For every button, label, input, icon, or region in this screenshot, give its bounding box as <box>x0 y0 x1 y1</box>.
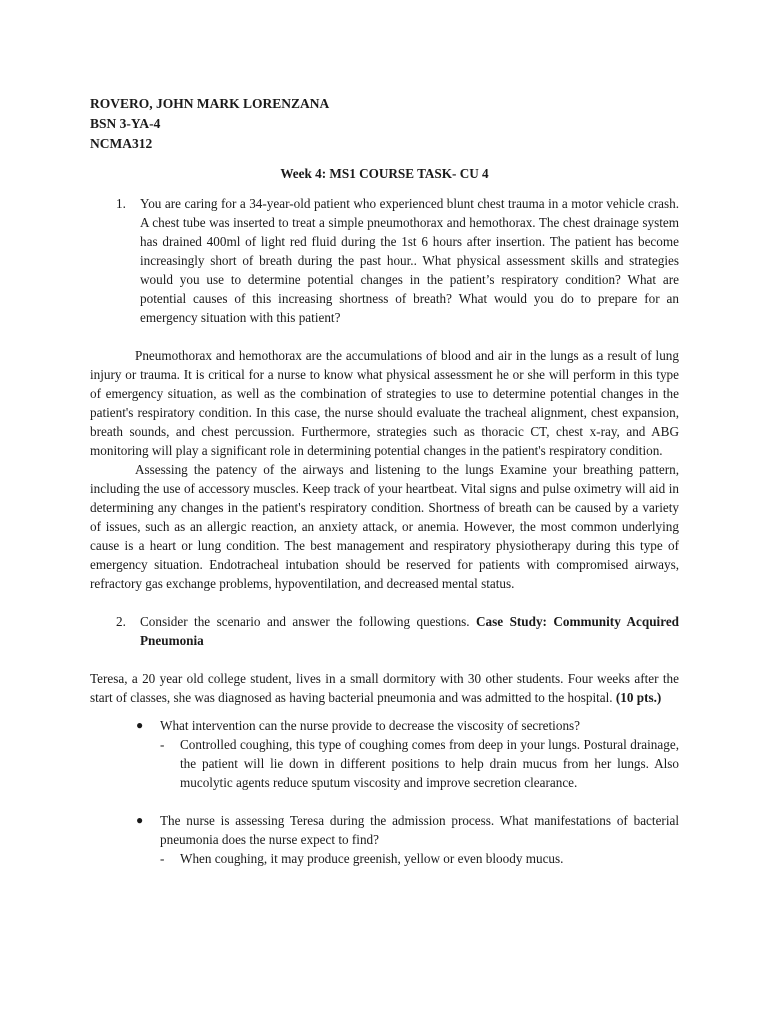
answer-1-paragraph-1: Pneumothorax and hemothorax are the accumulations of blood and air in the lungs as a result of lung injury or trauma. It is critical for a nurse to know what physical assessment he or she will perform in this type of emergency situation, as well as the combination of strategies to use to determine potential changes in the patient's respiratory condition. In this case, the nurse should evaluate the tracheal alignment, chest expansion, breath sounds, and chest percussion. Furthermore, strategies such as thoracic CT, chest x-ray, and ABG monitoring will play a significant role in determining potential changes in the patient's respiratory condition. <box>90 348 679 458</box>
question-2-text: Consider the scenario and answer the following questions. <box>140 614 477 629</box>
question-2 <box>90 612 679 650</box>
question-2-number: 2. <box>116 614 126 629</box>
dash-icon: - <box>160 851 165 866</box>
bullet-answer-1 <box>90 735 679 792</box>
scenario-text: Teresa, a 20 year old college student, lives in a small dormitory with 30 other students. Four weeks after the start of classes, she was diagnosed as having bacterial pneumonia and was admitted to the hospital. <box>90 671 679 705</box>
dash-icon: - <box>160 737 165 752</box>
answer-1-paragraph-2: Assessing the patency of the airways and listening to the lungs Examine your breathing pattern, including the use of accessory muscles. Keep track of your heartbeat. Vital signs and pulse oximetry will aid in determining any changes in the patient's respiratory condition. Shortness of breath can be caused by a variety of issues, such as an allergic reaction, an anxiety attack, or anemia. However, the most common underlying cause is a heart or lung condition. The best management and respiratory physiotherapy during this type of emergency situation. Endotracheal intubation should be reserved for patients with compromised airways, refractory gas exchange problems, hypoventilation, and decreased mental status. <box>90 462 679 591</box>
bullet-question-2 <box>90 811 679 849</box>
student-section: BSN 3-YA-4 <box>90 116 161 131</box>
bullet-question-1 <box>90 716 679 735</box>
bullet-question-2-text: The nurse is assessing Teresa during the admission process. What manifestations of bacterial pneumonia does the nurse expect to find? <box>160 813 679 847</box>
course-code: NCMA312 <box>90 136 153 151</box>
student-name: ROVERO, JOHN MARK LORENZANA <box>90 96 330 111</box>
scenario-paragraph <box>90 669 679 707</box>
scenario-points: (10 pts.) <box>615 690 662 705</box>
bullet-answer-2 <box>90 849 679 868</box>
question-1-number: 1. <box>116 196 126 211</box>
bullet-icon: ● <box>136 813 144 827</box>
bullet-question-1-text: What intervention can the nurse provide to decrease the viscosity of secretions? <box>160 718 581 733</box>
bullet-answer-2-text: When coughing, it may produce greenish, yellow or even bloody mucus. <box>180 851 564 866</box>
case-study-title: Case Study: Community Acquired Pneumonia <box>140 614 680 648</box>
bullet-icon: ● <box>136 718 144 732</box>
question-1-text: You are caring for a 34-year-old patient who experienced blunt chest trauma in a motor vehicle crash. A chest tube was inserted to treat a simple pneumothorax and hemothorax. The chest drainage system has drained 400ml of light red fluid during the 1st 6 hours after insertion. The patient has become increasingly short of breath during the past hour.. What physical assessment skills and strategies would you use to determine potential changes in the patient’s respiratory condition? What are potential causes of this increasing shortness of breath? What would you do to prepare for an emergency situation with this patient? <box>140 196 679 325</box>
bullet-answer-1-text: Controlled coughing, this type of coughing comes from deep in your lungs. Postural drainage, the patient will lie down in different positions to help drain mucus from her lungs. Also mucolytic agents reduce sputum viscosity and improve secretion clearance. <box>180 737 679 790</box>
question-1 <box>90 194 679 327</box>
week-title: Week 4: MS1 COURSE TASK- CU 4 <box>280 166 489 181</box>
